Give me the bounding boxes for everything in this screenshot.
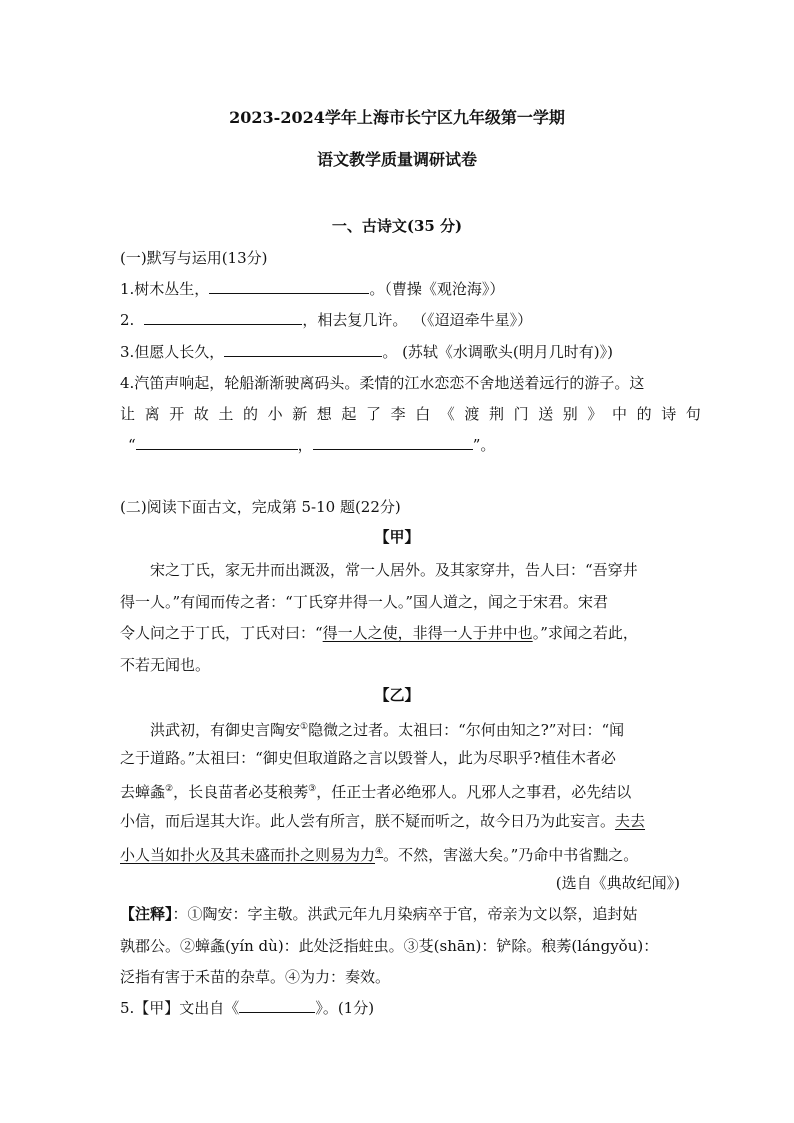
exam-title-line2: 语文教学质量调研试卷 (316, 150, 477, 169)
q5-suffix: 》。(1分) (315, 999, 375, 1017)
yi-line3-text: 去蟑螽 (120, 783, 166, 801)
yi-line3-mid: ，长良苗者必芟稂莠 (173, 783, 309, 801)
jia-line3-tail: 。”求闻之若此， (532, 624, 638, 642)
note-ref-1: ① (300, 722, 309, 732)
yi-underlined-start: 夫去 (615, 812, 646, 830)
q5-answer-blank[interactable] (239, 998, 315, 1013)
passage-yi-line1 (150, 717, 710, 740)
question-4-line2: 让离开故土的小新想起了李白《渡荆门送别》中的诗句 (120, 405, 711, 423)
question-5 (120, 998, 680, 1018)
yi-line5-tail: 。不然，害滋大矣。”乃命中书省黜之。 (383, 846, 639, 864)
note-ref-4: ④ (375, 847, 384, 857)
question-1 (120, 279, 680, 299)
question-2 (120, 310, 680, 330)
question-3 (120, 342, 680, 362)
q2-suffix: ，相去复几许。 （《迢迢牵牛星》） (302, 311, 533, 329)
q4-open-quote: “ (128, 436, 136, 454)
question-4-line3 (120, 435, 680, 455)
q4-answer-blank-2[interactable] (313, 435, 473, 450)
passage-jia-label: 【甲】 (374, 528, 420, 546)
passage-yi-line5 (120, 842, 680, 865)
notes-text-1: ：①陶安：字主敬。洪武元年九月染病卒于官，帝亲为文以祭，追封姑 (172, 905, 638, 923)
yi-line4-text: 小信，而后逞其大诈。此人尝有所言，朕不疑而听之，故今日乃为此妄言。 (120, 812, 616, 830)
yi-underlined-sentence: 小人当如扑火及其未盛而扑之则易为力 (120, 846, 376, 864)
note-ref-2: ② (165, 784, 174, 794)
passage-yi-line3 (120, 779, 680, 802)
q4-close: ”。 (472, 436, 496, 454)
notes-label: 【注释】 (120, 905, 173, 923)
q3-answer-blank[interactable] (224, 342, 382, 357)
passage-jia-line2: 得一人。”有闻而传之者：“丁氏穿井得一人。”国人道之，闻之于宋君。宋君 (120, 593, 609, 611)
passage-jia-line4: 不若无闻也。 (120, 656, 211, 674)
part2-heading: (二)阅读下面古文，完成第 5-10 题(22分) (120, 498, 401, 516)
notes-line3: 泛指有害于禾苗的杂草。④为力：奏效。 (120, 968, 391, 986)
passage-jia-line3 (120, 623, 680, 643)
passage-yi-source: (选自《典故纪闻》) (555, 874, 680, 892)
q1-answer-blank[interactable] (209, 279, 369, 294)
q5-prefix: 5.【甲】文出自《 (120, 999, 240, 1017)
notes-line2: 孰郡公。②蟑螽(yín dù)：此处泛指蛀虫。③芟(shān)：铲除。稂莠(lángyǒu)： (120, 937, 659, 955)
q3-prefix: 3.但愿人长久， (120, 343, 225, 361)
q4-comma: ， (297, 436, 313, 454)
passage-yi-line2: 之于道路。”太祖曰：“御史但取道路之言以毁誉人，此为尽职乎?植佳木者必 (120, 749, 616, 767)
q1-suffix: 。（曹操《观沧海》） (369, 280, 505, 298)
passage-yi-line4 (120, 811, 680, 831)
q4-answer-blank-1[interactable] (136, 435, 298, 450)
section-heading: 一、古诗文(35 分) (331, 217, 463, 235)
q1-prefix: 1.树木丛生， (120, 280, 210, 298)
jia-underlined-sentence: 得一人之使，非得一人于井中也 (322, 624, 533, 642)
q2-prefix: 2. (120, 311, 135, 329)
notes-line1 (120, 904, 680, 924)
passage-jia-line1: 宋之丁氏，家无井而出溉汲，常一人居外。及其家穿井，告人曰：“吾穿井 (150, 561, 638, 579)
jia-line3-text: 令人问之于丁氏，丁氏对曰：“ (120, 624, 323, 642)
note-ref-3: ③ (308, 784, 317, 794)
exam-title-line1: 2023-2024学年上海市长宁区九年级第一学期 (229, 108, 565, 127)
q3-suffix: 。 (苏轼《水调歌头(明月几时有)》) (382, 343, 613, 361)
passage-yi-label: 【乙】 (374, 686, 420, 704)
q2-answer-blank[interactable] (144, 310, 302, 325)
part1-heading: (一)默写与运用(13分) (120, 249, 268, 267)
question-4-line1: 4.汽笛声响起，轮船渐渐驶离码头。柔情的江水恋恋不舍地送着远行的游子。这 (120, 374, 645, 392)
yi-line1-tail: 隐微之过者。太祖曰：“尔何由知之?”对曰：“闻 (308, 721, 625, 739)
yi-line1-text: 洪武初，有御史言陶安 (150, 721, 301, 739)
yi-line3-tail: ，任正士者必绝邪人。凡邪人之事君，必先结以 (316, 783, 632, 801)
